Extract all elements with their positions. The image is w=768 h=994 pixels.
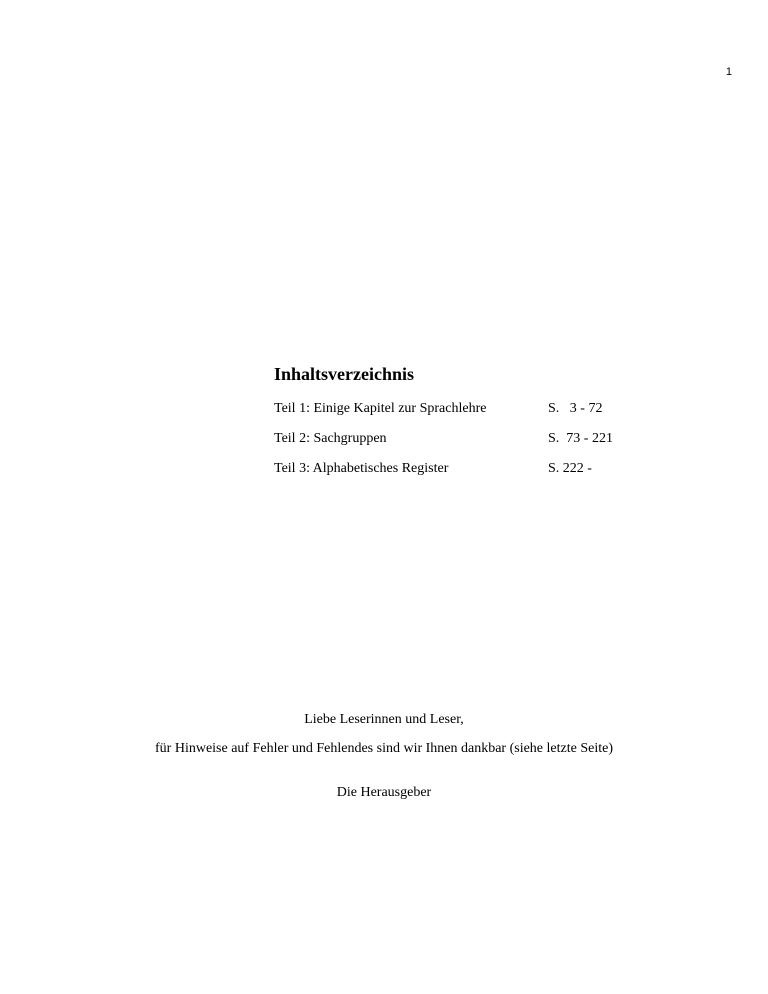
feedback-notice: für Hinweise auf Fehler und Fehlendes sind wir Ihnen dankbar (siehe letzte Seite) [155, 741, 613, 756]
toc-entry-pages: S. 73 - 221 [548, 431, 613, 446]
toc-entry-pages: S. 3 - 72 [548, 401, 603, 416]
toc-entry [274, 400, 694, 430]
toc-entry [274, 460, 694, 490]
table-of-contents [274, 362, 694, 490]
toc-entry-label: Teil 2: Sachgruppen [274, 431, 387, 446]
toc-entry-label: Teil 3: Alphabetisches Register [274, 461, 449, 476]
toc-title: Inhaltsverzeichnis [274, 364, 415, 384]
signature: Die Herausgeber [336, 785, 432, 800]
toc-entry [274, 430, 694, 460]
toc-entry-label: Teil 1: Einige Kapitel zur Sprachlehre [274, 401, 487, 416]
greeting-text: Liebe Leserinnen und Leser, [304, 712, 464, 727]
page-number: 1 [725, 66, 732, 78]
toc-entry-pages: S. 222 - [548, 461, 592, 476]
